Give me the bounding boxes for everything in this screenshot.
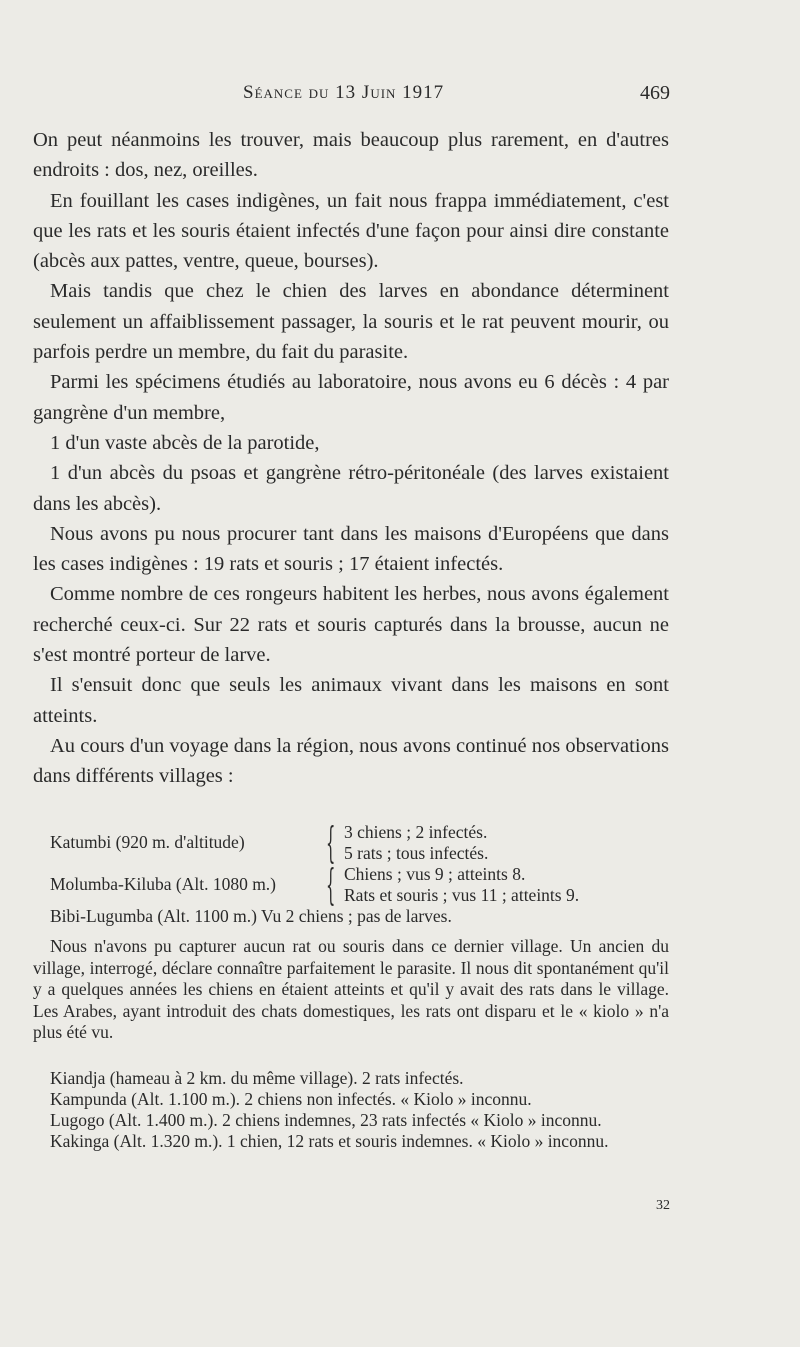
- observation-line: 3 chiens ; 2 infectés.: [344, 822, 488, 842]
- signature-mark: 32: [656, 1198, 670, 1213]
- observation-line: Chiens ; vus 9 ; atteints 8.: [344, 864, 526, 884]
- villages-list: [33, 1068, 669, 1152]
- page-number: 469: [640, 82, 670, 104]
- paragraph: Parmi les spécimens étudiés au laboratoire, nous avons eu 6 décès : 4 par gangrène d'un membre,: [33, 371, 669, 424]
- observation-row-bibi: [50, 906, 670, 930]
- location-label: Molumba-Kiluba (Alt. 1080 m.): [50, 874, 277, 894]
- village-entry: Kampunda (Alt. 1.100 m.). 2 chiens non infectés. « Kiolo » inconnu.: [50, 1089, 532, 1109]
- observation-values: [344, 822, 488, 864]
- note-paragraph: [33, 936, 669, 1044]
- paragraph: En fouillant les cases indigènes, un fait nous frappa immédiatement, c'est que les rats et les souris étaient infectés d'une façon pour ainsi dire constante (abcès aux pattes, ventre, queue, bourses).: [33, 189, 669, 273]
- paragraph: 1 d'un abcès du psoas et gangrène rétro-péritonéale (des larves existaient dans les abcès).: [33, 462, 669, 515]
- observation-row-katumbi: [50, 818, 670, 867]
- village-entry: Lugogo (Alt. 1.400 m.). 2 chiens indemnes, 23 rats infectés « Kiolo » inconnu.: [50, 1110, 602, 1130]
- location-label: Bibi-Lugumba (Alt. 1100 m.) Vu 2 chiens ; pas de larves.: [50, 906, 452, 926]
- observation-line: Rats et souris ; vus 11 ; atteints 9.: [344, 885, 580, 905]
- page-header: [0, 82, 800, 112]
- paragraph: On peut néanmoins les trouver, mais beaucoup plus rarement, en d'autres endroits : dos, nez, oreilles.: [33, 129, 669, 182]
- running-title: Séance du 13 Juin 1917: [243, 82, 445, 103]
- paragraph: Il s'ensuit donc que seuls les animaux vivant dans les maisons en sont atteints.: [33, 674, 669, 727]
- body-text: [33, 125, 669, 792]
- paragraph: Mais tandis que chez le chien des larves en abondance déterminent seulement un affaiblissement passager, la souris et le rat peuvent mourir, ou parfois perdre un membre, du fait du parasite.: [33, 280, 669, 364]
- brace-symbol: {: [326, 860, 336, 909]
- observation-line: 5 rats ; tous infectés.: [344, 843, 489, 863]
- paragraph: Comme nombre de ces rongeurs habitent les herbes, nous avons également recherché ceux-ci. Sur 22 rats et souris capturés dans la brousse, aucun ne s'est montré porteur de larve.: [33, 583, 669, 667]
- brace-symbol: {: [326, 818, 336, 867]
- village-entry: Kakinga (Alt. 1.320 m.). 1 chien, 12 rats et souris indemnes. « Kiolo » inconnu.: [50, 1131, 609, 1151]
- village-entry: Kiandja (hameau à 2 km. du même village). 2 rats infectés.: [50, 1068, 464, 1088]
- location-label: Katumbi (920 m. d'altitude): [50, 832, 245, 852]
- observation-row-molumba: [50, 860, 670, 909]
- paragraph: 1 d'un vaste abcès de la parotide,: [50, 431, 320, 454]
- observation-values: [344, 864, 579, 906]
- paragraph: Nous avons pu nous procurer tant dans les maisons d'Européens que dans les cases indigènes : 19 rats et souris ; 17 étaient infectés.: [33, 522, 669, 576]
- note-text: Nous n'avons pu capturer aucun rat ou souris dans ce dernier village. Un ancien du village, interrogé, déclare connaître parfaitement le parasite. Il nous dit spontanément qu'il y a quelques années les chiens en étaient atteints et qu'il y avait des rats dans le village. Les Arabes, ayant introduit des chats domestiques, les rats ont disparu et le « kiolo » n'a plus été vu.: [33, 936, 669, 1042]
- observations-table: [50, 818, 670, 930]
- paragraph: Au cours d'un voyage dans la région, nous avons continué nos observations dans différents villages :: [33, 734, 669, 788]
